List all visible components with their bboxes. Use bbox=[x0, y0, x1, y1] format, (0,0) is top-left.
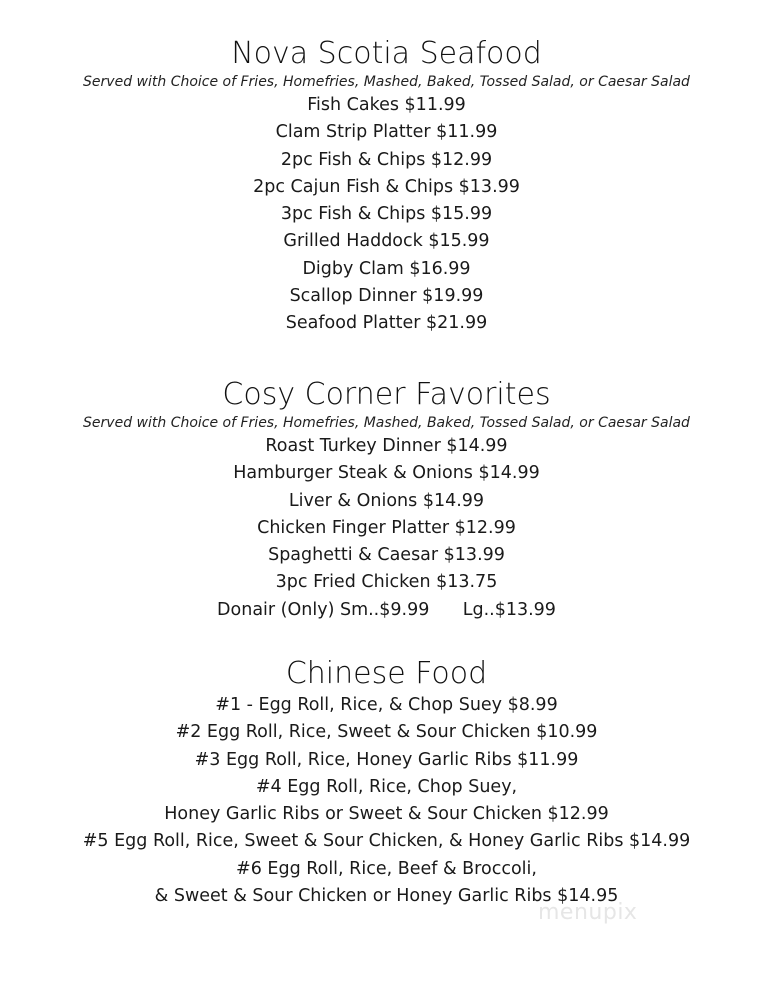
menu-item: 2pc Cajun Fish & Chips $13.99 bbox=[253, 176, 520, 197]
section-title: Nova Scotia Seafood bbox=[231, 36, 542, 71]
menu-item: Honey Garlic Ribs or Sweet & Sour Chicken $12.99 bbox=[164, 804, 609, 825]
section-title: Cosy Corner Favorites bbox=[222, 377, 551, 412]
menu-item: Fish Cakes $11.99 bbox=[307, 95, 466, 115]
menu-item: Hamburger Steak & Onions $14.99 bbox=[233, 463, 540, 484]
menu-item: Chicken Finger Platter $12.99 bbox=[257, 517, 516, 538]
section-nova-scotia-seafood bbox=[0, 36, 773, 338]
section-cosy-corner-favorites bbox=[0, 377, 773, 624]
menupix-watermark: menupix bbox=[538, 900, 638, 925]
menu-item-list bbox=[0, 433, 773, 624]
menu-item: #5 Egg Roll, Rice, Sweet & Sour Chicken, & Honey Garlic Ribs $14.99 bbox=[82, 831, 691, 852]
menu-item: #6 Egg Roll, Rice, Beef & Broccoli, bbox=[236, 858, 537, 879]
section-subtitle: Served with Choice of Fries, Homefries, Mashed, Baked, Tossed Salad, or Caesar Salad bbox=[83, 74, 690, 90]
menu-item: Liver & Onions $14.99 bbox=[288, 490, 485, 511]
menu-item: 2pc Fish & Chips $12.99 bbox=[280, 149, 493, 170]
menu-item-list bbox=[0, 692, 773, 910]
menu-item: Spaghetti & Caesar $13.99 bbox=[268, 545, 505, 566]
menu-item: #1 - Egg Roll, Rice, & Chop Suey $8.99 bbox=[215, 695, 558, 715]
menu-item: 3pc Fried Chicken $13.75 bbox=[275, 572, 498, 593]
menu-item: Digby Clam $16.99 bbox=[302, 258, 471, 279]
menu-item: Clam Strip Platter $11.99 bbox=[275, 122, 498, 143]
menu-item: Scallop Dinner $19.99 bbox=[289, 286, 484, 307]
menu-item: #3 Egg Roll, Rice, Honey Garlic Ribs $11.99 bbox=[194, 749, 579, 770]
menu-item: 3pc Fish & Chips $15.99 bbox=[280, 204, 493, 225]
menu-item: & Sweet & Sour Chicken or Honey Garlic Ribs $14.95 bbox=[154, 886, 619, 907]
menu-item-list bbox=[0, 92, 773, 338]
menu-item: Grilled Haddock $15.99 bbox=[283, 231, 490, 252]
section-subtitle: Served with Choice of Fries, Homefries, Mashed, Baked, Tossed Salad, or Caesar Salad bbox=[83, 415, 690, 431]
section-chinese-food bbox=[0, 656, 773, 910]
section-title: Chinese Food bbox=[285, 656, 488, 691]
menu-item: Seafood Platter $21.99 bbox=[285, 313, 488, 334]
menu-item: #2 Egg Roll, Rice, Sweet & Sour Chicken $10.99 bbox=[175, 722, 598, 743]
menu-item: Donair (Only) Sm..$9.99 Lg..$13.99 bbox=[217, 599, 556, 620]
menu-item: Roast Turkey Dinner $14.99 bbox=[265, 436, 508, 456]
menu-item: #4 Egg Roll, Rice, Chop Suey, bbox=[255, 776, 518, 797]
